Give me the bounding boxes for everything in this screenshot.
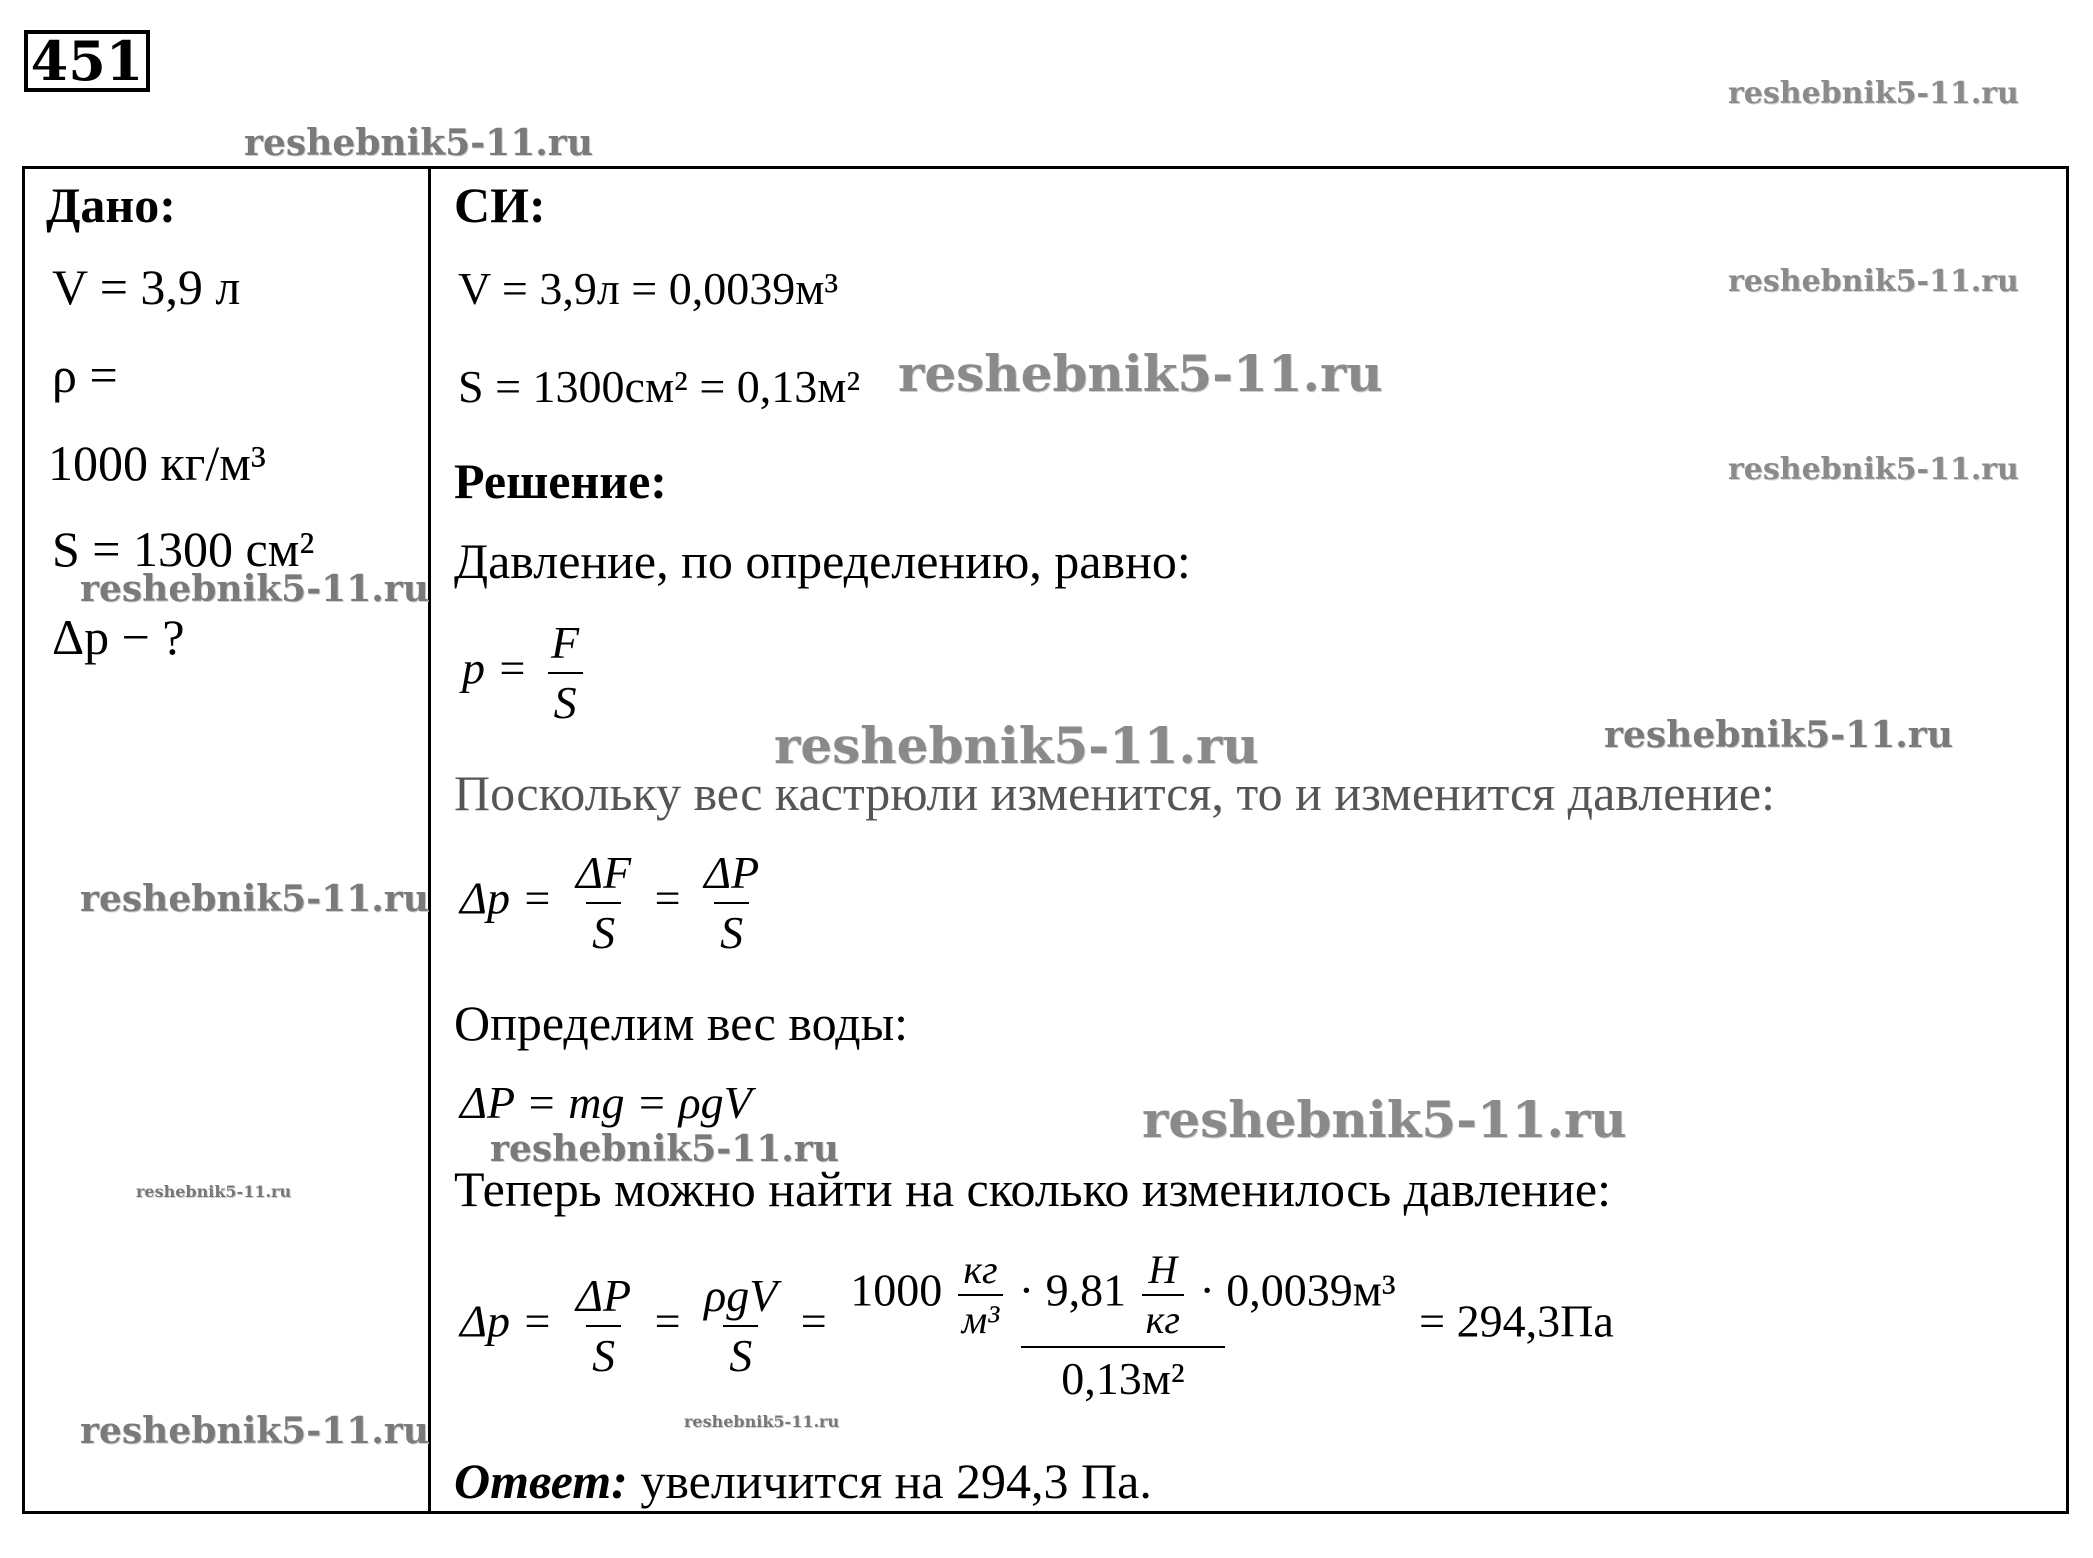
- formula-final: Δp = $\frac{\Delta P}{S}$ = $\frac{\text{ρgV}}{S}$ = 1000 $\frac{кг}{\text{м³}}$ · 9,81 $\frac{Н}{кг}$ · 0,0039м³ 0,13м² = 294,3Па: [460, 1247, 1614, 1404]
- solution-text-water-weight: Определим вес воды:: [454, 995, 909, 1051]
- formula-final-num-1: ΔP: [576, 1270, 632, 1321]
- watermark: reshebnik5-11.ru: [1142, 1090, 1627, 1149]
- formula-dp-den-2: S: [714, 902, 749, 956]
- watermark: reshebnik5-11.ru: [898, 344, 1383, 403]
- formula-pressure-lhs: p =: [462, 642, 528, 694]
- formula-final-den-2: S: [723, 1325, 758, 1379]
- watermark: reshebnik5-11.ru: [774, 716, 1259, 775]
- answer-label: Ответ:: [454, 1453, 628, 1509]
- formula-final-big-fraction: [844, 1247, 1401, 1404]
- given-volume: V = 3,9 л: [52, 259, 241, 315]
- formula-dp-den-1: S: [586, 902, 621, 956]
- formula-pressure-num: F: [551, 617, 580, 668]
- watermark: reshebnik5-11.ru: [136, 1182, 292, 1201]
- answer-text: увеличится на 294,3 Па.: [640, 1453, 1152, 1509]
- solution-text-weight-change: Поскольку вес кастрюли изменится, то и изменится давление:: [454, 765, 1775, 821]
- solution-header: Решение:: [454, 453, 667, 509]
- watermark: reshebnik5-11.ru: [80, 568, 429, 610]
- watermark: reshebnik5-11.ru: [80, 1410, 429, 1452]
- watermark: reshebnik5-11.ru: [244, 122, 593, 164]
- formula-dp-fraction-2: [698, 847, 765, 958]
- formula-final-result: = 294,3Па: [1419, 1295, 1614, 1347]
- formula-final-fraction-1: [570, 1270, 637, 1381]
- watermark: reshebnik5-11.ru: [1604, 714, 1953, 756]
- unit-kg-per-m3: $\frac{кг}{\text{м³}}$: [958, 1250, 1004, 1340]
- watermark: reshebnik5-11.ru: [684, 1412, 840, 1431]
- solution-text-definition: Давление, по определению, равно:: [454, 533, 1191, 589]
- given-density-value: 1000 кг/м³: [48, 435, 266, 491]
- si-volume: V = 3,9л = 0,0039м³: [458, 263, 839, 314]
- problem-number: 451: [24, 30, 150, 92]
- column-divider: [428, 166, 431, 1514]
- formula-weight: ΔP = mg = ρgV: [460, 1077, 752, 1128]
- formula-dp-lhs: Δp =: [460, 872, 553, 924]
- formula-dp-num-2: ΔP: [704, 847, 760, 898]
- formula-final-big-den: 0,13м²: [1021, 1346, 1224, 1402]
- watermark: reshebnik5-11.ru: [80, 878, 429, 920]
- unit-n-per-kg: $\frac{Н}{кг}$: [1142, 1250, 1184, 1340]
- given-density-label: ρ =: [52, 347, 118, 403]
- formula-dp-num-1: ΔF: [576, 847, 632, 898]
- solution-text-final: Теперь можно найти на сколько изменилось давление:: [454, 1161, 1612, 1217]
- watermark: reshebnik5-11.ru: [1728, 264, 2019, 299]
- watermark: reshebnik5-11.ru: [1728, 76, 2019, 111]
- si-header: СИ:: [454, 177, 546, 233]
- formula-final-den-1: S: [586, 1325, 621, 1379]
- formula-final-lhs: Δp =: [460, 1295, 553, 1347]
- formula-dp-equals: =: [654, 872, 681, 924]
- formula-final-big-num: 1000 $\frac{кг}{\text{м³}}$ · 9,81 $\frac{Н}{кг}$ · 0,0039м³: [850, 1247, 1396, 1342]
- formula-pressure: [462, 617, 591, 728]
- given-area: S = 1300 см²: [52, 521, 315, 577]
- formula-dp-fraction-1: [570, 847, 637, 958]
- watermark: reshebnik5-11.ru: [1728, 452, 2019, 487]
- answer-line: [454, 1453, 1152, 1509]
- formula-pressure-change: [460, 847, 771, 958]
- watermark: reshebnik5-11.ru: [490, 1128, 839, 1170]
- formula-pressure-den: S: [548, 672, 583, 726]
- formula-pressure-fraction: [545, 617, 585, 728]
- si-area: S = 1300см² = 0,13м²: [458, 361, 861, 412]
- formula-final-fraction-2: [698, 1270, 783, 1381]
- given-header: Дано:: [46, 177, 176, 233]
- given-unknown: Δp − ?: [52, 609, 185, 665]
- formula-final-num-2: ρgV: [704, 1270, 778, 1321]
